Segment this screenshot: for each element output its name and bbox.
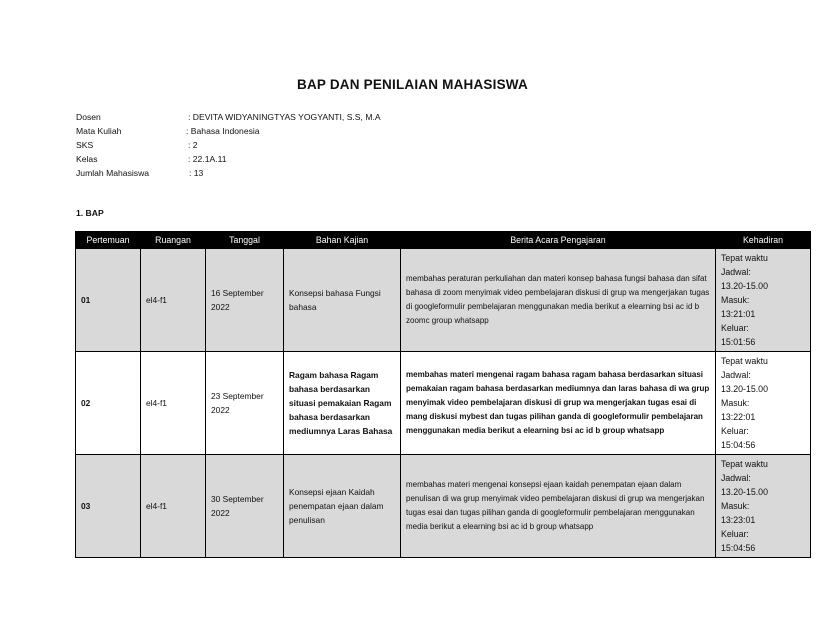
cell-kehadiran [716, 352, 811, 455]
info-label: Dosen [76, 112, 101, 122]
kehadiran-jadwal-label: Jadwal: [721, 370, 751, 380]
kehadiran-keluar-value: 15:04:56 [721, 543, 756, 553]
kehadiran-jadwal-value: 13.20-15.00 [721, 281, 768, 291]
kehadiran-masuk-value: 13:21:01 [721, 309, 756, 319]
kehadiran-masuk-value: 13:23:01 [721, 515, 756, 525]
col-header-kehadiran: Kehadiran [716, 232, 811, 249]
kehadiran-keluar-label: Keluar: [721, 323, 749, 333]
kehadiran-keluar-label: Keluar: [721, 426, 749, 436]
info-value: : 22.1A.11 [188, 154, 227, 164]
kehadiran-jadwal-value: 13.20-15.00 [721, 384, 768, 394]
cell-pertemuan: 01 [76, 249, 141, 352]
info-label: SKS [76, 140, 94, 150]
cell-bahan-kajian: Ragam bahasa Ragam bahasa berdasarkan situasi pemakaian Ragam bahasa berdasarkan mediumnya Laras Bahasa [284, 352, 401, 455]
col-header-tanggal: Tanggal [206, 232, 284, 249]
cell-tanggal: 30 September 2022 [206, 455, 284, 558]
info-value: : Bahasa Indonesia [186, 126, 260, 136]
info-label: Mata Kuliah [76, 126, 122, 136]
col-header-berita-acara: Berita Acara Pengajaran [401, 232, 716, 249]
cell-bahan-kajian: Konsepsi ejaan Kaidah penempatan ejaan dalam penulisan [284, 455, 401, 558]
cell-tanggal: 16 September 2022 [206, 249, 284, 352]
table-row [76, 352, 811, 455]
kehadiran-keluar-value: 15:04:56 [721, 440, 756, 450]
cell-berita-acara: membahas materi mengenai konsepsi ejaan kaidah penempatan ejaan dalam penulisan di wa grup menyimak video pembelajaran diskusi di grup wa mengerjakan tugas esai dan tugas pilihan ganda di googleformulir pembelajaran menggunakan media berikut a elearning bsi ac id b group whatsapp [401, 455, 716, 558]
info-value: : 13 [189, 168, 204, 178]
col-header-pertemuan: Pertemuan [76, 232, 141, 249]
info-label: Jumlah Mahasiswa [76, 168, 150, 178]
cell-pertemuan: 02 [76, 352, 141, 455]
info-label: Kelas [76, 154, 98, 164]
kehadiran-jadwal-value: 13.20-15.00 [721, 487, 768, 497]
cell-kehadiran [716, 249, 811, 352]
cell-tanggal: 23 September 2022 [206, 352, 284, 455]
table-row [76, 249, 811, 352]
kehadiran-masuk-label: Masuk: [721, 295, 750, 305]
cell-kehadiran [716, 455, 811, 558]
table-row [76, 455, 811, 558]
cell-pertemuan: 03 [76, 455, 141, 558]
page-title: BAP DAN PENILAIAN MAHASISWA [297, 77, 528, 92]
info-value: : 2 [188, 140, 198, 150]
kehadiran-masuk-value: 13:22:01 [721, 412, 756, 422]
kehadiran-status: Tepat waktu [721, 356, 768, 366]
kehadiran-keluar-label: Keluar: [721, 529, 749, 539]
kehadiran-jadwal-label: Jadwal: [721, 267, 751, 277]
kehadiran-masuk-label: Masuk: [721, 398, 750, 408]
kehadiran-keluar-value: 15:01:56 [721, 337, 756, 347]
kehadiran-status: Tepat waktu [721, 459, 768, 469]
cell-ruangan: el4-f1 [141, 249, 206, 352]
col-header-ruangan: Ruangan [141, 232, 206, 249]
cell-ruangan: el4-f1 [141, 352, 206, 455]
table-header [76, 232, 811, 249]
kehadiran-masuk-label: Masuk: [721, 501, 750, 511]
bap-table [75, 231, 811, 558]
kehadiran-jadwal-label: Jadwal: [721, 473, 751, 483]
col-header-bahan-kajian: Bahan Kajian [284, 232, 401, 249]
section-title: 1. BAP [76, 208, 104, 218]
cell-berita-acara: membahas materi mengenai ragam bahasa ragam bahasa berdasarkan situasi pemakaian ragam bahasa berdasarkan mediumnya dan laras bahasa di wa grup menyimak video pembelajaran diskusi di grup wa mengerjakan tugas esai di mang diskusi mybest dan tugas pilihan ganda di googleformulir pembelajaran menggunakan media berikut a elearning bsi ac id b group whatsapp [401, 352, 716, 455]
kehadiran-status: Tepat waktu [721, 253, 768, 263]
cell-bahan-kajian: Konsepsi bahasa Fungsi bahasa [284, 249, 401, 352]
cell-ruangan: el4-f1 [141, 455, 206, 558]
info-value: : DEVITA WIDYANINGTYAS YOGYANTI, S.S, M.A [188, 112, 381, 122]
cell-berita-acara: membahas peraturan perkuliahan dan materi konsep bahasa fungsi bahasa dan sifat bahasa di zoom menyimak video pembelajaran diskusi di grup wa mengerjakan tugas di googleformulir pembelajaran menggunakan media berikut a elearning bsi ac id b zoomc group whatsapp [401, 249, 716, 352]
